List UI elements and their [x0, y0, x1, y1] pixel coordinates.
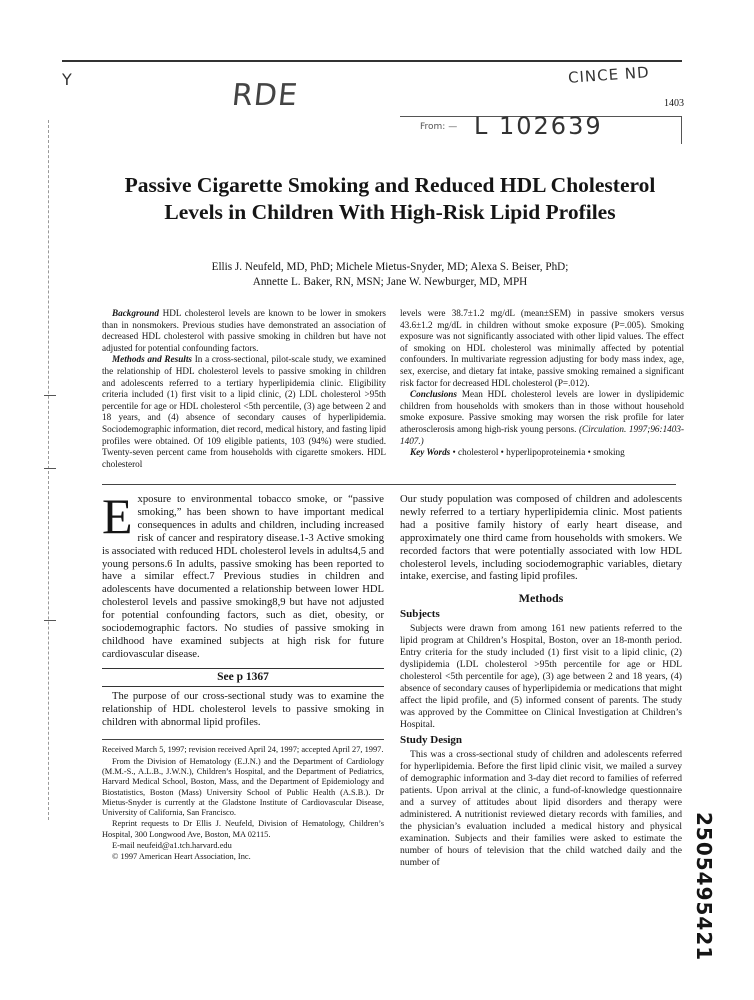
abstract-heading: Conclusions: [410, 389, 457, 400]
study-design-heading: Study Design: [400, 734, 463, 747]
citation: (Circulation. 1997;96:1403-1407.): [400, 423, 684, 446]
keywords: [400, 447, 684, 459]
abstract-heading: Background: [112, 308, 159, 318]
subjects-heading: Subjects: [400, 608, 440, 621]
methods-heading: Methods: [518, 591, 564, 606]
footnote-copyright: © 1997 American Heart Association, Inc.: [112, 852, 251, 862]
body-column-left: [102, 488, 384, 864]
purpose-paragraph: The purpose of our cross-sectional study was to examine the relationship of HDL cholesterol levels to passive smoking in children with abnormal lipid profiles.: [102, 690, 384, 728]
footnotes: [102, 739, 384, 862]
abstract-right: [400, 308, 684, 459]
keywords-heading: Key Words: [410, 447, 451, 458]
stamp-label: From: —: [420, 122, 458, 132]
drop-cap: E: [102, 488, 133, 544]
abstract-text: In a cross-sectional, pilot-scale study, we examined the relationship of HDL cholesterol levels to passive smoking in children and adolescents referred to a tertiary hyperlipidemia clinic. Eligibility criteria included (1) first visit to a lipid clinic, (2) LDL cholesterol >95th percentile for age or HDL cholesterol <5th percentile, (3) age between 2 and 18 years, and (4) absence of secondary causes of hyperlipidemia. Sociodemographic information, diet record, medical history, and fasting lipid profiles were obtained. Of 109 eligible patients, 103 (94%) were studied. Twenty-seven percent came from households with cigarette smokers. HDL cholesterol: [102, 354, 387, 469]
margin-mark: Y: [62, 70, 73, 89]
keywords-text: • cholesterol • hyperlipoproteinemia • smoking: [452, 447, 625, 458]
document-id: [690, 812, 720, 962]
article-title: Passive Cigarette Smoking and Reduced HDL Cholesterol Levels in Children With High-Risk Lipid Profiles: [124, 173, 656, 224]
abstract-left: [102, 308, 386, 470]
body-column-right: [400, 494, 682, 869]
stamp-number: L 102639: [474, 112, 603, 140]
cross-reference: See p 1367: [102, 668, 384, 687]
footnote-reprint: Reprint requests to Dr Ellis J. Neufeld, Division of Hematology, Children’s Hospital, 300 Longwood Ave, Boston, MA 02115.: [102, 819, 384, 839]
study-design-paragraph: This was a cross-sectional study of children and adolescents referred for hyperlipidemia. Before the first lipid clinic visit, we mailed a survey of demographic information and 3-day diet record to families of referred patients. Upon arrival at the clinic, a fund-of-knowledge questionnaire and a survey of attitudes about lipid disorders and therapy were administered. A nutritionist reviewed dietary records with families, and the physician’s evaluation included a medical history and physical examination. Subjects and their families were asked to estimate the number of hours of television that the child watched daily and the number of: [400, 749, 682, 869]
top-rule: [62, 60, 682, 62]
footnote-email: E-mail neufeid@a1.tch.harvard.edu: [112, 841, 232, 851]
abstract-heading: Methods and Results: [112, 354, 192, 365]
subjects-paragraph: Subjects were drawn from among 161 new patients referred to the lipid program at Children’s Hospital, Boston, over an 18-month period. Entry criteria for the study included (1) first visit to a lipid clinic, (2) dyslipidemia (LDL cholesterol >95th percentile for age or HDL cholesterol <5th percentile for age), (3) age between 2 and 18 years, (4) absence of secondary causes of hyperlipidemia or medications that might affect the lipid profile, and (5) informed consent of parents. The study was approved by the Committee on Clinical Investigation at Children’s Hospital.: [400, 623, 682, 731]
abstract-methods: [102, 354, 386, 470]
footnote-affiliation: From the Division of Hematology (E.J.N.) and the Department of Cardiology (M.M.-S., A.L.B., J.W.N.), Children’s Hospital, and the Department of Pediatrics, Harvard Medical School, Boston, Mass, and the Department of Epidemiology and Biostatistics, Boston (Mass) University School of Public Health (A.S.B.). Dr Mietus-Snyder is currently at the Gladstone Institute of Cardiovascular Disease, University of California, San Francisco.: [102, 756, 384, 818]
scan-tick: [44, 395, 56, 396]
intro-paragraph: [102, 488, 384, 662]
abstract-conclusions: [400, 389, 684, 447]
scan-tick: [44, 620, 56, 621]
scan-tick: [44, 468, 56, 469]
abstract-text: HDL cholesterol levels are known to be lower in smokers than in nonsmokers. Previous studies have demonstrated an association of decreased HDL cholesterol with passive smoking in children but have not adjusted for potential confounding factors.: [102, 308, 387, 353]
handwritten-note-topright: CINCE ND: [567, 63, 651, 87]
handwritten-note-rde: RDE: [230, 78, 300, 113]
population-paragraph: Our study population was composed of children and adolescents newly referred to a tertiary hyperlipidemia clinic. Most patients had a positive family history of early heart disease, and approximately one third came from households with smokers. We recorded factors that were potentially associated with low HDL cholesterol levels, including sociodemographic variables, dietary intake, exercise, and fasting lipid profiles.: [400, 494, 682, 583]
footnote-received: Received March 5, 1997; revision received April 24, 1997; accepted April 27, 1997.: [102, 745, 384, 755]
abstract-results-cont: levels were 38.7±1.2 mg/dL (mean±SEM) in passive smokers versus 43.6±1.2 mg/dL in children without smoke exposure (P=.005). Smoking exposure was not significantly associated with other lipid values. The effect of smoking on HDL cholesterol was minimally affected by potential confounders. In multivariate regression adjusting for body mass index, age, sex, exercise, and dietary fat intake, passive smoking remained a significant risk factor for decreased HDL cholesterol (P=.012).: [400, 308, 684, 388]
abstract-text: Mean HDL cholesterol levels are lower in dyslipidemic children from households with smokers than in those without household smoke exposure. Passive smoking may worsen the risk profile for later atherosclerosis among high-risk young persons.: [400, 389, 684, 434]
document-id-text: 2505495421: [692, 812, 716, 962]
author-line: Annette L. Baker, RN, MSN; Jane W. Newburger, MD, MPH: [252, 276, 528, 288]
intro-text: xposure to environmental tobacco smoke, or “passive smoking,” has been shown to have important medical consequences in adults and children, including increased risk of cancer and respiratory disease.1-3 Active smoking is associated with reduced HDL cholesterol levels in adults4,5 and young persons.6 In adults, passive smoking has been reported to have a similar effect.7 Previous studies in children and adolescents have documented a relationship between lower HDL cholesterol levels and passive smoking8,9 but have not adjusted for potential confounding factors, such as diet, obesity, or sociodemographic factors. No studies of passive smoking in childhood have examined subjects at high risk for future cardiovascular disease.: [102, 494, 384, 660]
abstract-background: [102, 308, 386, 354]
author-line: Ellis J. Neufeld, MD, PhD; Michele Mietus-Snyder, MD; Alexa S. Beiser, PhD;: [211, 261, 569, 273]
abstract-separator: [102, 484, 676, 485]
scan-margin-line: [48, 120, 49, 820]
page-number: 1403: [664, 98, 684, 109]
author-list: [110, 260, 670, 290]
